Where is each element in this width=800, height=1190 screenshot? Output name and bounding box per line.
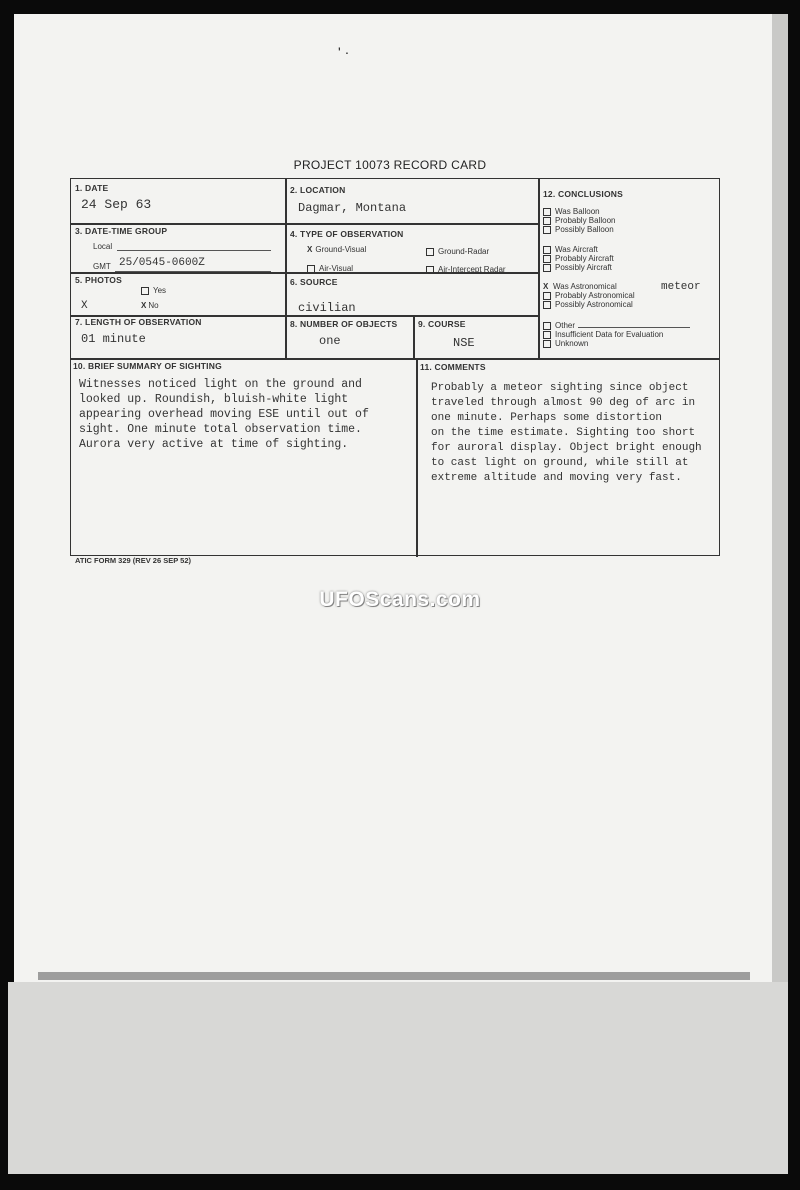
conclusions-group-astronomical [543, 282, 635, 309]
comments-line: for auroral display. Object bright enough [431, 442, 702, 454]
possibly-balloon: Possibly Balloon [555, 225, 614, 234]
photos-no-label: No [148, 301, 159, 310]
photos-yes-label: Yes [153, 286, 167, 295]
source-label: 6. SOURCE [290, 277, 338, 287]
date-value: 24 Sep 63 [81, 197, 152, 212]
ground-radar-label: Ground-Radar [438, 247, 490, 256]
comments-line: Probably a meteor sighting since object [431, 382, 689, 394]
comments-text [431, 381, 702, 486]
gmt-label: GMT [93, 262, 111, 271]
date-time-group-label: 3. DATE-TIME GROUP [75, 226, 168, 236]
ground-visual-label: Ground-Visual [315, 245, 367, 254]
paper-edge [772, 14, 788, 982]
photos-no-check: X [141, 301, 147, 310]
ground-radar-checkbox [426, 248, 434, 256]
was-balloon: Was Balloon [555, 207, 600, 216]
sheet-shadow [38, 972, 750, 980]
summary-line: Aurora very active at time of sighting. [79, 438, 349, 451]
ground-visual-check: X [307, 245, 313, 254]
summary-line: Witnesses noticed light on the ground and [79, 378, 362, 391]
conclusions-group-balloon [543, 207, 615, 234]
length-label: 7. LENGTH OF OBSERVATION [75, 317, 202, 327]
possibly-astronomical: Possibly Astronomical [555, 300, 633, 309]
conclusions-group-other [543, 321, 690, 348]
air-visual-option [307, 264, 353, 273]
air-intercept-option [426, 265, 506, 274]
comments-line: on the time estimate. Sighting too short [431, 427, 696, 439]
summary-line: appearing overhead moving ESE until out of [79, 408, 369, 421]
comments-line: extreme altitude and moving very fast. [431, 472, 682, 484]
location-value: Dagmar, Montana [298, 201, 407, 215]
num-objects-value: one [319, 334, 341, 348]
summary-text [79, 377, 369, 452]
ground-visual-option [307, 245, 366, 254]
air-intercept-label: Air-Intercept Radar [438, 265, 506, 274]
air-visual-checkbox [307, 265, 315, 273]
was-astronomical-check: X [543, 282, 549, 291]
source-value: civilian [298, 301, 356, 315]
summary-label: 10. BRIEF SUMMARY OF SIGHTING [73, 361, 222, 371]
gmt-value: 25/0545-0600Z [119, 257, 205, 269]
other-option: Other [555, 321, 576, 330]
course-label: 9. COURSE [418, 319, 466, 329]
air-intercept-checkbox [426, 266, 434, 274]
top-marks: ' · [338, 44, 350, 60]
card-title: PROJECT 10073 RECORD CARD [293, 158, 487, 172]
photos-no-option [141, 301, 159, 310]
type-of-observation-label: 4. TYPE OF OBSERVATION [290, 229, 404, 239]
probably-aircraft: Probably Aircraft [555, 254, 614, 263]
summary-line: looked up. Roundish, bluish-white light [79, 393, 349, 406]
local-line [117, 250, 271, 251]
form-id: ATIC FORM 329 (REV 26 SEP 52) [75, 556, 192, 565]
ground-radar-option [426, 247, 489, 256]
air-visual-label: Air-Visual [319, 264, 354, 273]
comments-line: to cast light on ground, while still at [431, 457, 689, 469]
record-card [70, 178, 720, 556]
was-astronomical: Was Astronomical [553, 282, 617, 291]
comments-label: 11. COMMENTS [420, 362, 486, 372]
comments-line: one minute. Perhaps some distortion [431, 412, 663, 424]
photos-yes-option [141, 286, 166, 295]
photos-x-mark: X [81, 300, 88, 312]
lower-sheet [8, 982, 788, 1174]
summary-line: sight. One minute total observation time. [79, 423, 362, 436]
photos-yes-checkbox [141, 287, 149, 295]
num-objects-label: 8. NUMBER OF OBJECTS [290, 319, 398, 329]
conclusions-label: 12. CONCLUSIONS [543, 189, 623, 199]
astronomical-note: meteor [661, 281, 701, 293]
photos-label: 5. PHOTOS [75, 275, 122, 285]
was-aircraft: Was Aircraft [555, 245, 598, 254]
probably-astronomical: Probably Astronomical [555, 291, 635, 300]
location-label: 2. LOCATION [290, 185, 346, 195]
gmt-line [115, 271, 271, 272]
possibly-aircraft: Possibly Aircraft [555, 263, 612, 272]
insufficient-data: Insufficient Data for Evaluation [555, 330, 664, 339]
conclusions-group-aircraft [543, 245, 614, 272]
probably-balloon: Probably Balloon [555, 216, 616, 225]
date-label: 1. DATE [75, 183, 109, 193]
local-label: Local [93, 242, 113, 251]
other-line [578, 327, 690, 328]
comments-line: traveled through almost 90 deg of arc in [431, 397, 696, 409]
course-value: NSE [453, 336, 475, 350]
length-value: 01 minute [81, 332, 146, 346]
watermark: UFOScans.com [319, 588, 481, 611]
unknown-option: Unknown [555, 339, 589, 348]
